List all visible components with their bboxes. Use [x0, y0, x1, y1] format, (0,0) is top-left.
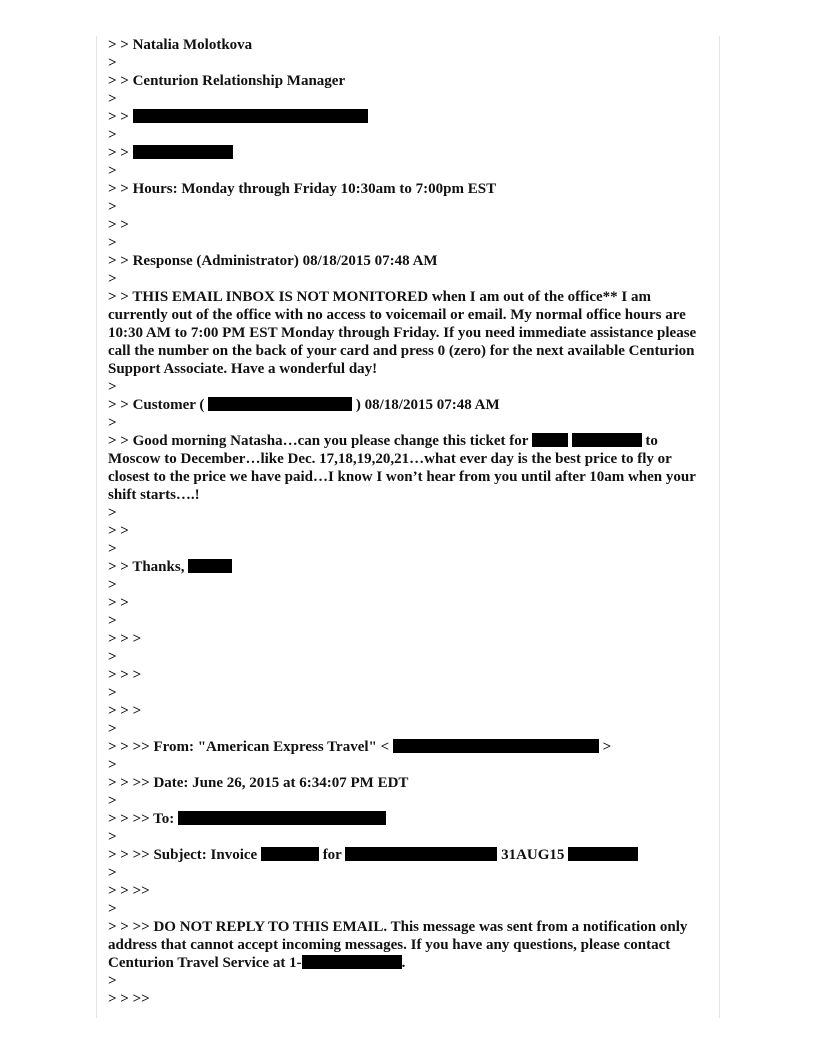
redaction-block	[532, 433, 568, 447]
line-text: >	[108, 505, 117, 521]
line-text: > > >>	[108, 883, 150, 899]
email-line	[108, 630, 708, 648]
line-text: >	[108, 271, 117, 287]
email-line	[108, 414, 708, 432]
line-text: 31AUG15	[497, 847, 569, 863]
line-text: > > Customer (	[108, 397, 209, 413]
line-text: > > Natalia Molotkova	[108, 37, 253, 53]
email-line	[108, 900, 708, 918]
line-text: >	[108, 91, 117, 107]
line-text: >	[108, 379, 117, 395]
email-line	[108, 738, 708, 756]
line-text: ) 08/18/2015 07:48 AM	[352, 397, 500, 413]
line-text: > >	[108, 145, 133, 161]
email-line	[108, 432, 708, 504]
email-line	[108, 522, 708, 540]
email-line	[108, 972, 708, 990]
line-text: > > >> From: "American Express Travel" <	[108, 739, 393, 755]
email-line	[108, 666, 708, 684]
email-line	[108, 810, 708, 828]
email-line	[108, 576, 708, 594]
email-line	[108, 216, 708, 234]
email-line	[108, 864, 708, 882]
line-text: >	[108, 829, 117, 845]
line-text: > > THIS EMAIL INBOX IS NOT MONITORED when I am out of the office** I am currently out of the office with no access to voicemail or email. My normal office hours are 10:30 AM to 7:00 PM EST Monday through Friday. If you need immediate assistance please call the number on the back of your card and press 0 (zero) for the next available Centurion Support Associate. Have a wonderful day!	[108, 289, 700, 377]
redaction-block	[302, 955, 402, 969]
email-line	[108, 612, 708, 630]
line-text: >	[108, 973, 117, 989]
redaction-block	[133, 145, 233, 159]
line-text: >	[108, 415, 117, 431]
email-line	[108, 252, 708, 270]
email-line	[108, 54, 708, 72]
line-text: > > >> Date: June 26, 2015 at 6:34:07 PM EDT	[108, 775, 409, 791]
email-line	[108, 36, 708, 54]
redaction-block	[178, 811, 386, 825]
line-text: >	[108, 685, 117, 701]
line-text: .	[401, 955, 406, 971]
line-text: >	[108, 613, 117, 629]
line-text: > > >>	[108, 991, 150, 1007]
line-text: >	[108, 649, 117, 665]
email-line	[108, 882, 708, 900]
email-line	[108, 720, 708, 738]
email-line	[108, 270, 708, 288]
email-line	[108, 828, 708, 846]
line-text: for	[318, 847, 346, 863]
left-margin-rule	[96, 36, 97, 1018]
email-line	[108, 558, 708, 576]
right-margin-rule	[719, 36, 720, 1018]
email-line	[108, 918, 708, 972]
email-line	[108, 180, 708, 198]
line-text: >	[108, 541, 117, 557]
redaction-block	[345, 847, 497, 861]
line-text: > > Thanks,	[108, 559, 189, 575]
line-text: to Moscow to December…like Dec. 17,18,19,20,21…what ever day is the best price to fly or closest to the price we have paid…I know I won’t hear from you until after 10am when your shift starts….!	[108, 433, 700, 503]
line-text: > > >	[108, 703, 142, 719]
email-line	[108, 198, 708, 216]
line-text: > > Centurion Relationship Manager	[108, 73, 346, 89]
redaction-block	[393, 739, 599, 753]
email-line	[108, 72, 708, 90]
redaction-block	[568, 847, 638, 861]
line-text: >	[108, 163, 117, 179]
email-line	[108, 540, 708, 558]
line-text: > > >> Subject: Invoice	[108, 847, 261, 863]
line-text: >	[108, 793, 117, 809]
email-line	[108, 756, 708, 774]
email-thread-body	[108, 36, 708, 1008]
redaction-block	[208, 397, 352, 411]
email-line	[108, 126, 708, 144]
line-text: > > Response (Administrator) 08/18/2015 07:48 AM	[108, 253, 438, 269]
redaction-block	[188, 559, 232, 573]
line-text: >	[108, 55, 117, 71]
email-line	[108, 684, 708, 702]
email-line	[108, 990, 708, 1008]
redaction-block	[133, 109, 368, 123]
email-line	[108, 648, 708, 666]
email-line	[108, 144, 708, 162]
redaction-block	[261, 847, 319, 861]
line-text: >	[108, 901, 117, 917]
line-text: > >	[108, 109, 133, 125]
line-text: > >	[108, 523, 129, 539]
line-text: >	[108, 235, 117, 251]
line-text: >	[108, 865, 117, 881]
email-line	[108, 504, 708, 522]
email-line	[108, 90, 708, 108]
line-text: > > >> DO NOT REPLY TO THIS EMAIL. This message was sent from a notification only address that cannot accept incoming messages. If you have any questions, please contact Centurion Travel Service at 1-	[108, 919, 692, 971]
line-text: >	[108, 127, 117, 143]
email-line	[108, 162, 708, 180]
line-text: > >	[108, 217, 129, 233]
email-line	[108, 774, 708, 792]
email-line	[108, 396, 708, 414]
line-text: >	[108, 721, 117, 737]
line-text: > > >> To:	[108, 811, 179, 827]
email-line	[108, 594, 708, 612]
line-text: > > Hours: Monday through Friday 10:30am to 7:00pm EST	[108, 181, 497, 197]
email-line	[108, 234, 708, 252]
line-text: >	[598, 739, 612, 755]
redaction-block	[572, 433, 642, 447]
line-text: > > >	[108, 667, 142, 683]
line-text: >	[108, 577, 117, 593]
line-text: >	[108, 757, 117, 773]
line-text: >	[108, 199, 117, 215]
email-line	[108, 108, 708, 126]
line-text: > > >	[108, 631, 142, 647]
email-line	[108, 702, 708, 720]
line-text: > > Good morning Natasha…can you please change this ticket for	[108, 433, 532, 449]
email-line	[108, 846, 708, 864]
email-line	[108, 288, 708, 378]
email-line	[108, 378, 708, 396]
email-line	[108, 792, 708, 810]
line-text: > >	[108, 595, 129, 611]
